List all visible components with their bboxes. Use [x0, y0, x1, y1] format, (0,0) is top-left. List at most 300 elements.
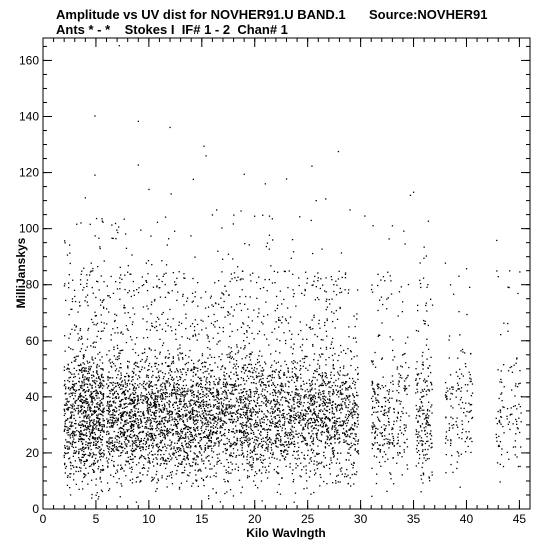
data-point — [134, 406, 135, 407]
data-point — [183, 381, 184, 382]
data-point — [279, 410, 280, 411]
data-point — [231, 306, 232, 307]
data-point — [82, 481, 83, 482]
data-point — [93, 454, 94, 455]
data-point — [147, 397, 148, 398]
data-point — [72, 349, 73, 350]
data-point — [96, 398, 97, 399]
data-point — [184, 394, 185, 395]
data-point — [165, 387, 166, 388]
data-point — [69, 428, 70, 429]
data-point — [80, 284, 81, 285]
data-point — [288, 370, 289, 371]
data-point — [248, 364, 249, 365]
data-point — [156, 474, 157, 475]
data-point — [223, 379, 224, 380]
data-point — [290, 463, 291, 464]
data-point — [64, 370, 65, 371]
data-point — [239, 480, 240, 481]
data-point — [83, 417, 84, 418]
data-point — [113, 465, 114, 466]
data-point — [150, 385, 151, 386]
data-point — [250, 426, 251, 427]
data-point — [230, 443, 231, 444]
data-point — [310, 391, 311, 392]
data-point — [222, 393, 223, 394]
data-point — [190, 427, 191, 428]
data-point — [117, 447, 118, 448]
data-point — [250, 453, 251, 454]
data-point — [86, 416, 87, 417]
data-point — [74, 442, 75, 443]
data-point — [131, 254, 132, 255]
data-point — [235, 444, 236, 445]
data-point — [100, 471, 101, 472]
data-point — [139, 383, 140, 384]
data-point — [91, 415, 92, 416]
data-point — [102, 330, 103, 331]
data-point — [240, 389, 241, 390]
data-point — [195, 479, 196, 480]
data-point — [165, 420, 166, 421]
data-point — [173, 386, 174, 387]
data-point — [75, 442, 76, 443]
data-point — [86, 423, 87, 424]
data-point — [220, 369, 221, 370]
data-point — [316, 416, 317, 417]
data-point — [185, 328, 186, 329]
data-point — [162, 418, 163, 419]
data-point — [163, 378, 164, 379]
data-point — [96, 390, 97, 391]
data-point — [160, 389, 161, 390]
data-point — [70, 462, 71, 463]
data-point — [80, 421, 81, 422]
data-point — [72, 386, 73, 387]
data-point — [151, 376, 152, 377]
data-point — [235, 389, 236, 390]
data-point — [153, 287, 154, 288]
data-point — [88, 426, 89, 427]
data-point — [88, 414, 89, 415]
data-point — [83, 451, 84, 452]
data-point — [78, 398, 79, 399]
data-point — [206, 378, 207, 379]
data-point — [236, 464, 237, 465]
data-point — [116, 315, 117, 316]
data-point — [216, 464, 217, 465]
data-point — [205, 371, 206, 372]
data-point — [87, 384, 88, 385]
data-point — [141, 392, 142, 393]
data-point — [124, 219, 125, 220]
data-point — [74, 330, 75, 331]
data-point — [270, 367, 271, 368]
data-point — [109, 404, 110, 405]
data-point — [97, 407, 98, 408]
data-point — [132, 458, 133, 459]
data-point — [261, 462, 262, 463]
data-point — [81, 348, 82, 349]
data-point — [118, 355, 119, 356]
data-point — [307, 402, 308, 403]
data-point — [236, 372, 237, 373]
data-point — [224, 375, 225, 376]
data-point — [245, 417, 246, 418]
data-point — [294, 419, 295, 420]
data-point — [201, 363, 202, 364]
data-point — [148, 377, 149, 378]
data-point — [68, 364, 69, 365]
data-point — [275, 418, 276, 419]
data-point — [210, 418, 211, 419]
data-point — [99, 366, 100, 367]
data-point — [178, 451, 179, 452]
data-point — [323, 452, 324, 453]
data-point — [145, 388, 146, 389]
data-point — [234, 309, 235, 310]
data-point — [267, 243, 268, 244]
data-point — [317, 336, 318, 337]
data-point — [277, 426, 278, 427]
data-point — [85, 383, 86, 384]
data-point — [185, 314, 186, 315]
data-point — [184, 470, 185, 471]
data-point — [237, 375, 238, 376]
data-point — [223, 386, 224, 387]
data-point — [277, 492, 278, 493]
data-point — [278, 433, 279, 434]
data-point — [251, 467, 252, 468]
data-point — [264, 429, 265, 430]
data-point — [321, 339, 322, 340]
data-point — [293, 414, 294, 415]
data-point — [275, 443, 276, 444]
data-point — [272, 374, 273, 375]
data-point — [224, 372, 225, 373]
data-point — [248, 438, 249, 439]
data-point — [103, 411, 104, 412]
data-point — [300, 463, 301, 464]
data-point — [81, 388, 82, 389]
data-point — [189, 472, 190, 473]
data-point — [305, 424, 306, 425]
data-point — [195, 453, 196, 454]
data-point — [187, 436, 188, 437]
data-point — [175, 391, 176, 392]
data-point — [181, 435, 182, 436]
data-point — [260, 379, 261, 380]
data-point — [258, 373, 259, 374]
data-point — [228, 467, 229, 468]
data-point — [167, 411, 168, 412]
data-point — [202, 366, 203, 367]
data-point — [113, 448, 114, 449]
data-point — [166, 460, 167, 461]
data-point — [131, 467, 132, 468]
data-point — [134, 364, 135, 365]
data-point — [124, 441, 125, 442]
data-point — [239, 405, 240, 406]
data-point — [206, 477, 207, 478]
data-point — [96, 447, 97, 448]
data-point — [165, 323, 166, 324]
data-point — [255, 371, 256, 372]
data-point — [216, 379, 217, 380]
data-point — [223, 479, 224, 480]
data-point — [154, 435, 155, 436]
data-point — [81, 381, 82, 382]
data-point — [205, 384, 206, 385]
data-point — [162, 397, 163, 398]
data-point — [64, 457, 65, 458]
data-point — [218, 341, 219, 342]
data-point — [244, 397, 245, 398]
data-point — [214, 444, 215, 445]
data-point — [195, 464, 196, 465]
data-point — [177, 417, 178, 418]
data-point — [132, 379, 133, 380]
data-point — [89, 362, 90, 363]
data-point — [245, 412, 246, 413]
data-point — [179, 416, 180, 417]
data-point — [73, 409, 74, 410]
data-point — [91, 263, 92, 264]
data-point — [154, 300, 155, 301]
data-point — [235, 368, 236, 369]
data-point — [271, 416, 272, 417]
data-point — [83, 370, 84, 371]
data-point — [236, 455, 237, 456]
data-point — [169, 420, 170, 421]
data-point — [208, 391, 209, 392]
data-point — [101, 402, 102, 403]
data-point — [96, 411, 97, 412]
data-point — [206, 382, 207, 383]
data-point — [102, 388, 103, 389]
data-point — [143, 395, 144, 396]
data-point — [117, 348, 118, 349]
data-point — [306, 473, 307, 474]
data-point — [191, 390, 192, 391]
data-point — [143, 386, 144, 387]
data-point — [169, 475, 170, 476]
data-point — [279, 404, 280, 405]
data-point — [102, 439, 103, 440]
data-point — [193, 417, 194, 418]
data-point — [221, 435, 222, 436]
data-point — [131, 453, 132, 454]
data-point — [94, 410, 95, 411]
data-point — [249, 418, 250, 419]
data-point — [82, 343, 83, 344]
data-point — [73, 447, 74, 448]
data-point — [218, 438, 219, 439]
data-point — [147, 290, 148, 291]
data-point — [287, 438, 288, 439]
data-point — [70, 333, 71, 334]
data-point — [122, 433, 123, 434]
data-point — [100, 410, 101, 411]
data-point — [125, 399, 126, 400]
data-point — [95, 386, 96, 387]
data-point — [274, 391, 275, 392]
data-point — [135, 440, 136, 441]
data-point — [210, 431, 211, 432]
data-point — [64, 242, 65, 243]
data-point — [98, 466, 99, 467]
data-point — [114, 314, 115, 315]
data-point — [217, 458, 218, 459]
data-point — [89, 422, 90, 423]
data-point — [291, 334, 292, 335]
data-point — [96, 422, 97, 423]
data-point — [127, 430, 128, 431]
data-point — [87, 427, 88, 428]
data-point — [251, 456, 252, 457]
data-point — [174, 281, 175, 282]
data-point — [303, 405, 304, 406]
data-point — [185, 437, 186, 438]
data-point — [98, 393, 99, 394]
data-point — [269, 457, 270, 458]
data-point — [74, 393, 75, 394]
data-point — [250, 389, 251, 390]
data-point — [75, 410, 76, 411]
data-point — [153, 418, 154, 419]
data-point — [282, 444, 283, 445]
data-point — [159, 434, 160, 435]
data-point — [151, 451, 152, 452]
data-point — [296, 451, 297, 452]
data-point — [236, 411, 237, 412]
data-point — [190, 235, 191, 236]
data-point — [298, 433, 299, 434]
data-point — [119, 387, 120, 388]
data-point — [236, 389, 237, 390]
data-point — [235, 469, 236, 470]
data-point — [188, 401, 189, 402]
data-point — [274, 282, 275, 283]
data-point — [94, 380, 95, 381]
data-point — [131, 381, 132, 382]
data-point — [138, 411, 139, 412]
data-point — [214, 282, 215, 283]
data-point — [82, 375, 83, 376]
data-point — [116, 391, 117, 392]
data-point — [207, 476, 208, 477]
data-point — [276, 425, 277, 426]
data-point — [82, 406, 83, 407]
data-point — [245, 406, 246, 407]
data-point — [86, 429, 87, 430]
data-point — [78, 410, 79, 411]
data-point — [215, 384, 216, 385]
data-point — [177, 408, 178, 409]
data-point — [93, 463, 94, 464]
data-point — [187, 407, 188, 408]
data-point — [92, 393, 93, 394]
data-point — [94, 399, 95, 400]
data-point — [88, 443, 89, 444]
data-point — [155, 491, 156, 492]
data-point — [176, 473, 177, 474]
data-point — [157, 424, 158, 425]
data-point — [233, 387, 234, 388]
data-point — [96, 415, 97, 416]
data-point — [302, 416, 303, 417]
data-point — [165, 373, 166, 374]
data-point — [245, 403, 246, 404]
data-point — [124, 289, 125, 290]
data-point — [258, 425, 259, 426]
data-point — [99, 387, 100, 388]
data-point — [189, 463, 190, 464]
data-point — [151, 407, 152, 408]
data-point — [208, 430, 209, 431]
data-point — [87, 445, 88, 446]
data-point — [299, 401, 300, 402]
data-point — [245, 436, 246, 437]
data-point — [81, 385, 82, 386]
data-point — [178, 440, 179, 441]
data-point — [249, 244, 250, 245]
data-point — [78, 451, 79, 452]
data-point — [203, 406, 204, 407]
data-point — [267, 477, 268, 478]
data-point — [212, 457, 213, 458]
data-point — [136, 337, 137, 338]
data-point — [269, 425, 270, 426]
data-point — [174, 443, 175, 444]
data-point — [224, 367, 225, 368]
data-point — [210, 389, 211, 390]
data-point — [286, 377, 287, 378]
data-point — [214, 357, 215, 358]
chart-title: Amplitude vs UV dist for NOVHER91.U BAND.1 — [56, 7, 346, 22]
data-point — [149, 347, 150, 348]
data-point — [177, 383, 178, 384]
data-point — [300, 365, 301, 366]
data-point — [99, 424, 100, 425]
data-point — [101, 424, 102, 425]
data-point — [151, 428, 152, 429]
data-point — [146, 329, 147, 330]
data-point — [282, 477, 283, 478]
data-point — [258, 394, 259, 395]
data-point — [100, 368, 101, 369]
data-point — [261, 376, 262, 377]
data-point — [252, 438, 253, 439]
data-point — [167, 428, 168, 429]
data-point — [250, 394, 251, 395]
data-point — [106, 434, 107, 435]
data-point — [178, 463, 179, 464]
data-point — [129, 389, 130, 390]
data-point — [115, 473, 116, 474]
data-point — [285, 400, 286, 401]
data-point — [262, 215, 263, 216]
data-point — [302, 344, 303, 345]
data-point — [133, 431, 134, 432]
data-point — [124, 312, 125, 313]
data-point — [251, 412, 252, 413]
data-point — [100, 430, 101, 431]
data-point — [135, 418, 136, 419]
data-point — [118, 398, 119, 399]
data-point — [108, 372, 109, 373]
data-point — [169, 309, 170, 310]
